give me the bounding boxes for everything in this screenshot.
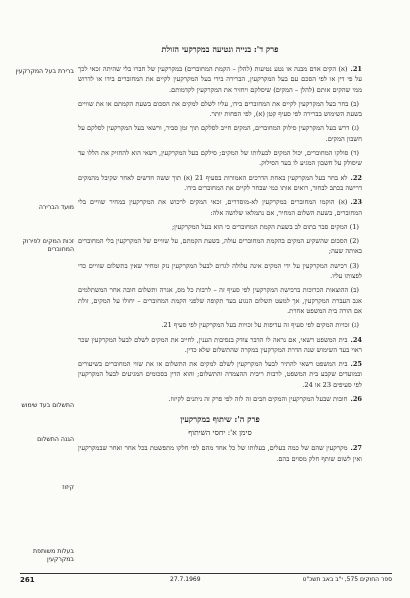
paragraph: (ג) זכויות המקים לפי סעיף זה עדיפות על זכויות בעל המקרקעין לפי סעיף 21.	[161, 321, 359, 330]
paragraph: (ב) ההוצאות הכרוכות ברכישת המקרקעין לפי סעיף זה – לרבות כל מס, אגרה ותשלום חובה אחר המשתלמים אגב העברת המקרקעין, אך למעט תשלום הנגוע בעד תקופה שלפני הקמת המחוברים – יחולו על המקים, זולת אם הורה בית המשפט אחרת.	[78, 286, 362, 315]
footer-text: ספר החוקים 575, י"ב באב תשכ"ט	[302, 576, 392, 583]
footer	[20, 576, 392, 588]
page-number: 261	[20, 576, 35, 584]
footer-date: 27.7.1969	[170, 576, 201, 583]
paragraph: 23.(א) הוקמו המחוברים במקרקעין לא-מוסדרים, זכאי המקים לרכוש את המקרקעין במחיר שוויים בלי המחוברים, בשעת השלום המחיר, אם נתמלאו שלושה אלה:	[78, 198, 362, 217]
paragraph: 25.בית המשפט רשאי להתיר לבעל המקרקעין לשלם למקים את התשלום או את שווי המחוברים בשיעורים ובמועדים שקבע בית המשפט, לרבות ריבית ההצמדה והתשלום; והוא הדין בסכומים המגיעים לבעל המקרקעין לפי סעיפים 23 או 24.	[78, 360, 362, 389]
paragraph: 27.מקרקעין שהם של כמה בעלים, בעלותו של כל אחד מהם לפי חלקו מתפשטת בכל אחר ואחר שבמקרקעין ואין לשום שותף חלק מסוים בהם.	[78, 444, 362, 463]
paragraph: 26.חובות שבעל המקרקעין והמקים חבים זה לזה לפי פרק זה ניתנים לקיזוז.	[168, 395, 362, 404]
footer-rule	[20, 573, 392, 574]
paragraph: (1) המקים סבר בתום לב בשעת הקמת המחוברים כי הוא בעל המקרקעין;	[171, 222, 359, 231]
paragraph: (3) רכישת המקרקעין על ידי המקים אינה עלולה לגרום לבעל המקרקעין נזק ומחיר שאין בתשלום שוויים כדי לפצותו עליו.	[78, 261, 362, 281]
sidenote: בעלות משותפת במקרקעין	[33, 548, 74, 563]
paragraph: 21.(א) הקים אדם מבנה או נטע נטיעות (להלן – הקמת המחוברים) במקרקעין של חברו בלי שהיתה זכאי לכך על פי דין או לפי הסכם עם בעל המקרקעין, הברירה בידי בעל המקרקעין לקיים את המחוברים בידו או לדרוש ממי שהקים אותם (להלן – המקים) שיסלקם ויחזיר את המקרקעין לקדמותם.	[78, 65, 362, 94]
paragraph: 22.לא בחר בעל המקרקעין באחת הדרכים האמורות בסעיף 21 (א) תוך ששה חדשים לאחר שקיבל מהמקים דרישה בכתב לבחור, רואים אותו כמי שבחר לקיים את המחוברים בידו.	[78, 173, 363, 192]
sidenote: הגנה התשלום	[37, 436, 74, 443]
sidenote: זכות המקים לפירוק המחוברים	[22, 238, 74, 253]
sidenote: התשלום בעד שימוש	[21, 402, 74, 409]
main-text	[78, 44, 362, 468]
paragraph: (ג) דרש בעל המקרקעין סילוק המחוברים, המקים חייב לסלקם תוך זמן סביר, ורשאי בעל המקרקעין לסלקם על חשבון המקים.	[78, 124, 362, 143]
paragraph: (ד) סולקו המחוברים, יכול המקים לבעלותו של המקים; סילקם בעל המקרקעין, רשאי הוא להחזיק את הללו עד שיסולק על חשבון המגיע לו בעד הסילוק.	[78, 149, 362, 168]
paragraph: (ב) בחר בעל המקרקעין לקיים את המחוברים בידו, עליו לשלם למקים את הסכום בשעת הקמתם או את שוויים בשעת השימוש בברירה לפי סעיף קטן (א), לפי הפחות יותר.	[78, 99, 362, 119]
paragraph: (2) הסכום שהשקיע המקים בהקמת המחוברים עולה, בשעת הקמתם, על שוויים של המקרקעין בלי המחוברים באותה שעה;	[78, 237, 362, 256]
sidenote: קיזוז	[62, 484, 74, 491]
sidenote: ברירת בעל המקרקעין	[15, 68, 74, 75]
chapter-heading: פרק ד': בנייה ונטיעה במקרקעי הזולת	[161, 44, 279, 54]
sub-heading: סימן א': יחסי השיתוף	[188, 428, 252, 438]
paragraph: 24.בית המשפט רשאי, אם נראה לו הדבר צודק בנסיבות הענין, לחייב את המקים לשלם לבעל המקרקעין שכר ראוי בעד השימוש שנה הדרת המקרקעין במקרה שהתשלום שלא כדין.	[78, 335, 362, 354]
sidenote: מועד הברירה	[38, 204, 74, 211]
chapter-heading-2: פרק ה': שיתוף במקרקעין	[180, 414, 260, 425]
